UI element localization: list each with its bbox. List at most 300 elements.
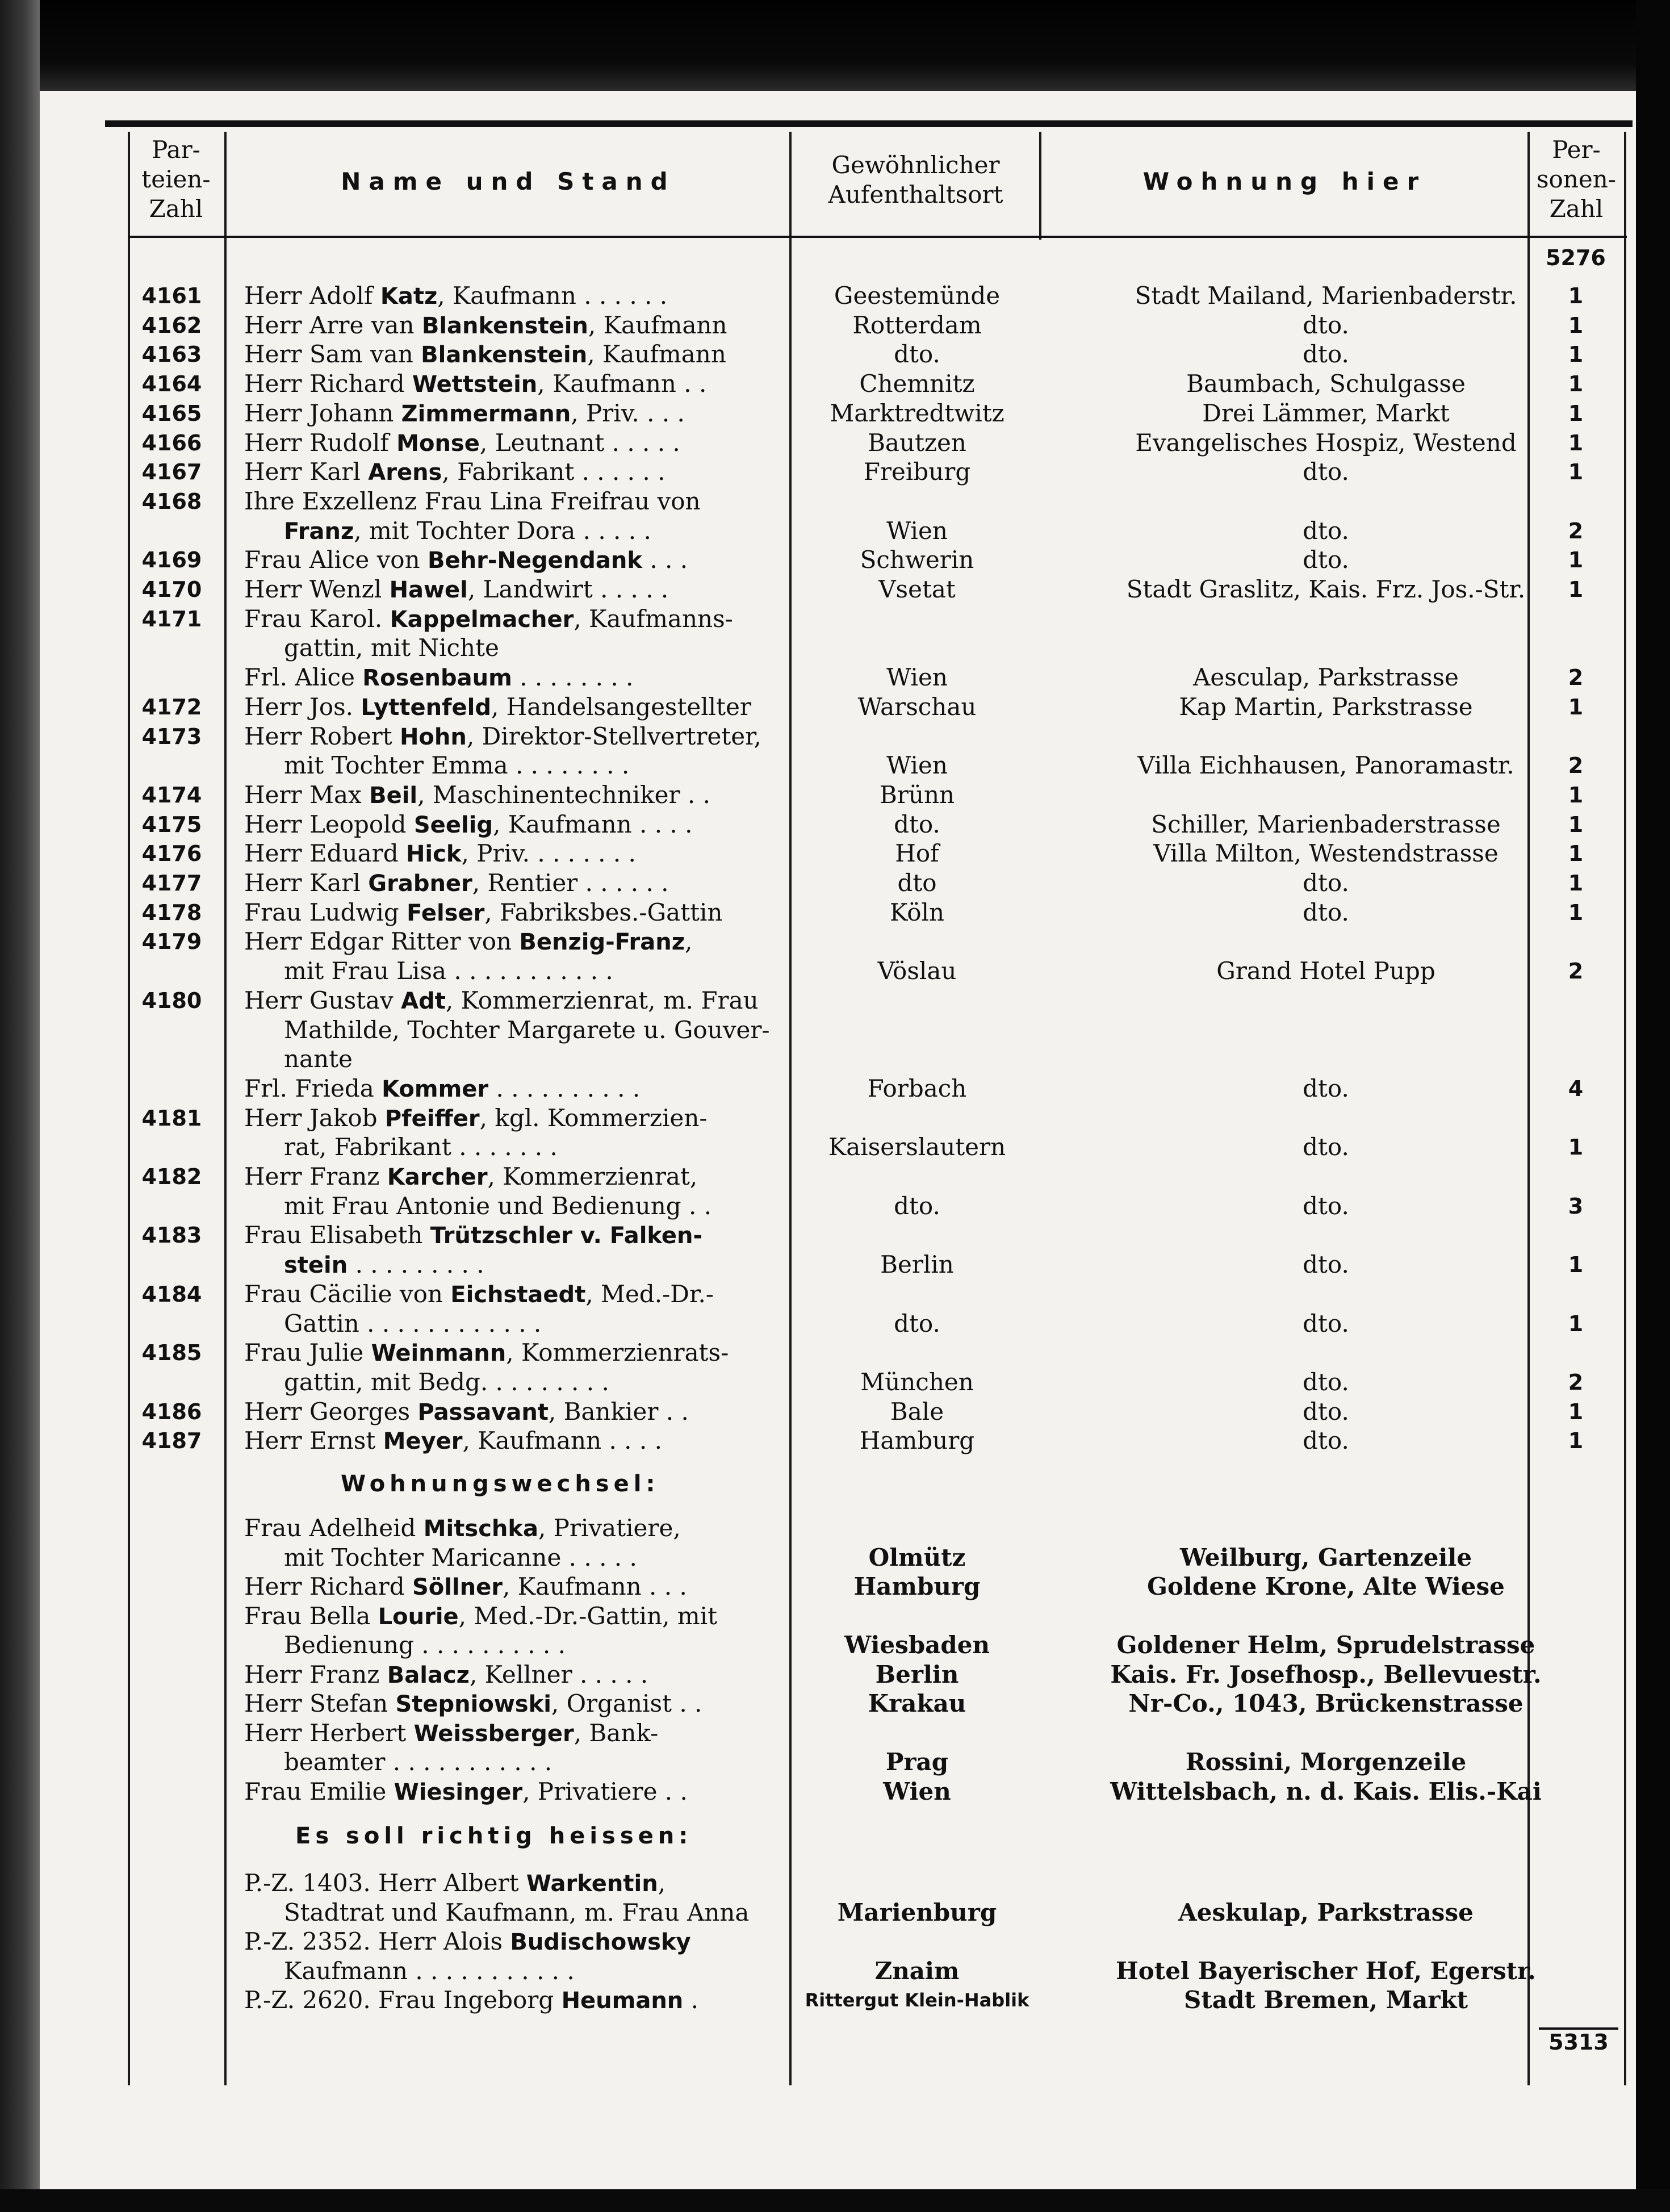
list-row — [0, 1747, 1670, 1777]
header-line: Per- — [1552, 136, 1601, 164]
list-row — [0, 1777, 1670, 1807]
person-count: 1 — [1568, 342, 1584, 367]
surname: Wettstein — [412, 371, 538, 398]
guest-name-stand — [244, 428, 778, 458]
name-text: P.-Z. 2352. Herr Alois — [244, 1927, 510, 1955]
residence-here: dto. — [1303, 1368, 1349, 1396]
person-count: 1 — [1568, 694, 1584, 720]
list-row — [0, 1250, 1670, 1279]
name-text: Frau Julie — [244, 1339, 371, 1367]
name-text: Herr Max — [244, 780, 370, 809]
name-suffix: , — [684, 927, 693, 956]
scan-border-bottom — [0, 2189, 1670, 2212]
surname: Behr-Negendank — [428, 547, 642, 574]
guest-name-stand — [244, 575, 778, 605]
surname: Hawel — [389, 577, 468, 603]
header-partei-zahl — [128, 135, 224, 224]
surname: Söllner — [412, 1574, 503, 1600]
person-count: 2 — [1568, 518, 1584, 543]
residence-here: Stadt Bremen, Markt — [1184, 1986, 1468, 2014]
home-town: München — [860, 1368, 974, 1396]
party-number: 4175 — [141, 812, 202, 837]
guest-name-stand — [244, 369, 778, 399]
residence-here: Stadt Mailand, Marienbaderstr. — [1135, 282, 1517, 310]
surname: stein — [284, 1252, 348, 1279]
surname: Eichstaedt — [450, 1281, 586, 1308]
list-row — [0, 1927, 1670, 1956]
name-suffix: , Fabrikant . . . . . . — [442, 458, 666, 486]
home-town: Wiesbaden — [844, 1631, 990, 1659]
person-count: 4 — [1568, 1076, 1584, 1101]
person-count: 2 — [1568, 1369, 1584, 1395]
name-suffix: , Handelsangestellter — [491, 692, 751, 721]
header-line: Par- — [152, 136, 200, 164]
party-number: 4179 — [141, 929, 202, 955]
list-row — [0, 722, 1670, 751]
name-suffix: , Kaufmanns- — [574, 604, 733, 633]
surname: Mitschka — [423, 1516, 538, 1542]
list-row — [0, 986, 1670, 1015]
guest-name-stand — [244, 1718, 778, 1749]
name-suffix: , mit Tochter Dora . . . . . — [354, 516, 651, 545]
name-text: Frau Emilie — [244, 1777, 394, 1805]
guest-name-stand — [244, 457, 778, 487]
list-row — [0, 1279, 1670, 1309]
home-town: Rotterdam — [852, 311, 982, 339]
guest-name-stand — [244, 1162, 778, 1192]
surname: Felser — [407, 900, 485, 926]
person-count: 1 — [1568, 900, 1584, 925]
party-number: 4187 — [141, 1428, 202, 1454]
name-suffix: , Rentier . . . . . . — [472, 869, 669, 897]
header-line: Aufenthaltsort — [828, 181, 1003, 208]
name-text: Herr Georges — [244, 1397, 418, 1425]
guest-name-stand — [284, 1630, 818, 1661]
name-text: Frau Cäcilie von — [244, 1279, 451, 1308]
surname: Balacz — [387, 1662, 470, 1688]
residence-here: dto. — [1303, 1397, 1349, 1425]
end-total: 5313 — [1539, 2027, 1618, 2055]
header-line: Zahl — [1549, 195, 1604, 223]
name-text: Herr Karl — [244, 869, 369, 897]
party-number: 4186 — [141, 1399, 202, 1424]
list-row — [0, 545, 1670, 575]
person-count: 2 — [1568, 753, 1584, 779]
residence-here: Goldener Helm, Sprudelstrasse — [1116, 1631, 1535, 1659]
list-row — [0, 751, 1670, 780]
list-row — [0, 1044, 1670, 1074]
home-town: Berlin — [880, 1251, 954, 1279]
section-correction: Es soll richtig heissen: — [295, 1823, 693, 1849]
residence-here: dto. — [1303, 458, 1349, 486]
list-row — [0, 633, 1670, 663]
header-name-und-stand: Name und Stand — [341, 168, 676, 195]
list-row — [0, 1898, 1670, 1927]
party-number: 4170 — [141, 577, 202, 602]
guest-name-stand — [244, 604, 778, 634]
home-town: Rittergut Klein-Hablik — [805, 1989, 1029, 2011]
home-town: Prag — [885, 1748, 949, 1776]
party-number: 4185 — [141, 1340, 202, 1366]
name-suffix: , Kaufmann — [587, 340, 726, 369]
party-number: 4172 — [141, 694, 202, 720]
name-text: beamter . . . . . . . . . . . — [284, 1748, 553, 1776]
list-row — [0, 1397, 1670, 1427]
name-text: Frau Adelheid — [244, 1514, 424, 1542]
list-row — [0, 692, 1670, 722]
name-text: Mathilde, Tochter Margarete u. Gouver- — [284, 1015, 770, 1044]
party-number: 4168 — [141, 488, 202, 514]
name-text: Herr Herbert — [244, 1718, 414, 1747]
guest-name-stand — [284, 1956, 818, 1987]
list-row — [0, 1543, 1670, 1573]
guest-name-stand — [284, 1015, 818, 1046]
residence-here: Villa Eichhausen, Panoramastr. — [1137, 751, 1514, 780]
name-suffix: , Bankier . . — [548, 1397, 689, 1425]
name-suffix: . . . . . . . . . . — [488, 1074, 641, 1102]
list-row — [0, 1601, 1670, 1631]
residence-here: Kap Martin, Parkstrasse — [1179, 692, 1473, 721]
name-text: Frau Ludwig — [244, 898, 407, 926]
guest-name-stand — [284, 1132, 818, 1163]
list-row — [0, 1015, 1670, 1045]
name-text: Herr Richard — [244, 370, 412, 398]
header-rule — [128, 236, 1627, 238]
guest-name-stand — [244, 839, 778, 869]
home-town: Warschau — [857, 692, 977, 721]
list-row — [0, 663, 1670, 692]
name-text: P.-Z. 2620. Frau Ingeborg — [244, 1986, 562, 2014]
name-suffix: , Maschinentechniker . . — [417, 780, 710, 809]
surname: Lyttenfeld — [361, 694, 491, 721]
scan-border-top — [0, 0, 1670, 91]
guest-name-stand — [284, 1898, 818, 1928]
list-row — [0, 1162, 1670, 1191]
list-row — [0, 1689, 1670, 1718]
residence-here: dto. — [1303, 340, 1349, 369]
name-suffix: , Kellner . . . . . — [469, 1660, 648, 1688]
name-suffix: , Kaufmann . . — [537, 370, 707, 398]
surname: Seelig — [413, 812, 493, 838]
name-suffix: , Leutnant . . . . . — [479, 428, 680, 457]
guest-name-stand — [244, 1074, 778, 1104]
residence-here: dto. — [1303, 1191, 1349, 1220]
home-town: Hof — [895, 839, 939, 868]
home-town: Wien — [883, 1777, 951, 1805]
list-row — [0, 457, 1670, 487]
name-suffix: , — [658, 1869, 666, 1897]
name-suffix: , Kaufmann — [588, 311, 727, 339]
name-text: Kaufmann . . . . . . . . . . . — [284, 1956, 575, 1985]
residence-here: dto. — [1303, 311, 1349, 339]
list-row — [0, 369, 1670, 399]
surname: Hick — [405, 841, 462, 868]
list-row — [0, 311, 1670, 340]
residence-here: dto. — [1303, 869, 1349, 897]
name-text: Herr Johann — [244, 399, 401, 427]
home-town: Vöslau — [877, 957, 957, 985]
residence-here: Villa Milton, Westendstrasse — [1153, 839, 1499, 868]
home-town: dto. — [894, 810, 940, 838]
list-row — [0, 1985, 1670, 2015]
party-number: 4169 — [141, 547, 202, 573]
party-number: 4161 — [141, 283, 202, 308]
list-row — [0, 810, 1670, 839]
header-line: teien- — [141, 165, 211, 193]
list-row — [0, 428, 1670, 458]
name-text: mit Frau Antonie und Bedienung . . — [284, 1191, 712, 1220]
guest-name-stand — [244, 927, 778, 957]
party-number: 4164 — [141, 371, 202, 397]
header-wohnung-hier: Wohnung hier — [1142, 168, 1427, 195]
list-row — [0, 956, 1670, 986]
surname: Franz — [284, 518, 354, 545]
surname: Kappelmacher — [390, 606, 574, 633]
guest-name-stand — [244, 1985, 778, 2016]
residence-here: Rossini, Morgenzeile — [1185, 1748, 1467, 1776]
surname: Weinmann — [371, 1340, 507, 1367]
person-count: 1 — [1568, 841, 1584, 867]
guest-name-stand — [244, 986, 778, 1016]
name-suffix: . . . — [642, 546, 688, 574]
person-count: 1 — [1568, 1311, 1584, 1336]
person-count: 1 — [1568, 430, 1584, 455]
person-count: 1 — [1568, 1428, 1584, 1454]
person-count: 1 — [1568, 283, 1584, 308]
name-text: mit Tochter Maricanne . . . . . — [284, 1543, 637, 1571]
name-suffix: , Direktor-Stellvertreter, — [466, 722, 761, 750]
home-town: Wien — [886, 516, 948, 545]
residence-here: Hotel Bayerischer Hof, Egerstr. — [1116, 1956, 1536, 1985]
home-town: Znaim — [874, 1956, 960, 1985]
list-row — [0, 927, 1670, 956]
guest-name-stand — [244, 1660, 778, 1690]
home-town: Hamburg — [853, 1573, 981, 1600]
home-town: Bautzen — [868, 428, 966, 457]
residence-here: Evangelisches Hospiz, Westend — [1135, 428, 1517, 457]
list-row — [0, 604, 1670, 634]
surname: Lourie — [378, 1603, 459, 1630]
list-row — [0, 1191, 1670, 1221]
guest-name-stand — [244, 1338, 778, 1368]
name-suffix: , Priv. . . . . . . . — [461, 839, 636, 868]
name-suffix: , kgl. Kommerzien- — [479, 1103, 708, 1132]
name-text: Herr Edgar Ritter von — [244, 927, 520, 956]
name-text: Herr Eduard — [244, 839, 406, 868]
list-row — [0, 868, 1670, 898]
home-town: Hamburg — [859, 1427, 975, 1455]
home-town: dto. — [894, 340, 940, 369]
name-text: Herr Leopold — [244, 810, 414, 838]
name-text: Herr Franz — [244, 1660, 387, 1688]
guest-name-stand — [284, 1368, 818, 1398]
guest-name-stand — [244, 399, 778, 429]
residence-here: Goldene Krone, Alte Wiese — [1147, 1573, 1505, 1600]
name-text: Ihre Exzellenz Frau Lina Freifrau von — [244, 487, 701, 515]
home-town: Chemnitz — [859, 370, 975, 398]
residence-here: dto. — [1303, 546, 1349, 574]
residence-here: Stadt Graslitz, Kais. Frz. Jos.-Str. — [1126, 575, 1526, 603]
guest-name-stand — [284, 751, 818, 781]
party-number: 4162 — [141, 312, 202, 338]
name-suffix: , Privatiere . . — [522, 1777, 688, 1805]
residence-here: dto. — [1303, 1074, 1349, 1102]
person-count: 1 — [1568, 459, 1584, 485]
home-town: Bale — [890, 1397, 944, 1425]
residence-here: dto. — [1303, 1133, 1349, 1161]
guest-name-stand — [284, 1191, 818, 1222]
name-suffix: . — [683, 1986, 698, 2014]
list-row — [0, 1630, 1670, 1660]
person-count: 3 — [1568, 1193, 1584, 1219]
person-count: 1 — [1568, 1135, 1584, 1160]
name-text: Herr Ernst — [244, 1427, 383, 1455]
guest-name-stand — [244, 311, 778, 341]
guest-name-stand — [244, 1397, 778, 1427]
name-text: Herr Karl — [244, 458, 369, 486]
guest-name-stand — [284, 956, 818, 986]
guest-name-stand — [284, 516, 818, 546]
name-text: Herr Rudolf — [244, 428, 397, 457]
guest-name-stand — [244, 1513, 778, 1544]
name-suffix: , Kaufmann . . . . — [493, 810, 693, 838]
residence-here: Weilburg, Gartenzeile — [1179, 1543, 1472, 1571]
list-row — [0, 1718, 1670, 1748]
name-text: Herr Richard — [244, 1573, 412, 1600]
name-text: Frl. Alice — [244, 663, 363, 692]
party-number: 4182 — [141, 1164, 202, 1189]
person-count: 1 — [1568, 577, 1584, 602]
surname: Beil — [369, 782, 418, 809]
name-text: Frau Bella — [244, 1601, 378, 1630]
guest-name-stand — [244, 1868, 778, 1899]
header-line: Gewöhnlicher — [831, 151, 1000, 179]
list-row — [0, 1220, 1670, 1250]
name-suffix: , Med.-Dr.- — [585, 1279, 714, 1308]
party-number: 4184 — [141, 1281, 202, 1307]
person-count: 1 — [1568, 400, 1584, 426]
person-count: 2 — [1568, 959, 1584, 984]
top-rule — [105, 120, 1633, 127]
name-text: mit Tochter Emma . . . . . . . . — [284, 751, 630, 780]
list-row — [0, 1426, 1670, 1456]
surname: Arens — [368, 459, 442, 486]
list-row — [0, 1868, 1670, 1898]
name-text: Herr Robert — [244, 722, 400, 750]
list-row — [0, 898, 1670, 927]
surname: Budischowsky — [510, 1929, 691, 1955]
name-text: P.-Z. 1403. Herr Albert — [244, 1869, 526, 1897]
surname: Passavant — [417, 1399, 549, 1425]
residence-here: Grand Hotel Pupp — [1216, 957, 1435, 985]
surname: Trützschler v. Falken- — [430, 1223, 703, 1249]
guest-name-stand — [244, 1279, 778, 1310]
list-row — [0, 1309, 1670, 1339]
name-text: Herr Wenzl — [244, 575, 390, 603]
surname: Meyer — [383, 1428, 463, 1455]
column-divider — [1039, 132, 1041, 240]
home-town: Wien — [886, 663, 948, 692]
name-suffix: , Bank- — [574, 1718, 659, 1747]
residence-here: Wittelsbach, n. d. Kais. Elis.-Kai — [1110, 1777, 1542, 1805]
name-text: mit Frau Lisa . . . . . . . . . . . — [284, 957, 613, 985]
name-text: Frau Karol. — [244, 604, 390, 633]
guest-name-stand — [244, 1426, 778, 1456]
name-text: Herr Stefan — [244, 1690, 396, 1717]
surname: Blankenstein — [421, 342, 588, 369]
guest-name-stand — [284, 1044, 818, 1074]
home-town: dto. — [894, 1309, 940, 1337]
home-town: Olmütz — [868, 1543, 966, 1571]
party-number: 4176 — [141, 841, 202, 867]
person-count: 2 — [1568, 665, 1584, 691]
name-text: Herr Jakob — [244, 1103, 385, 1132]
surname: Hohn — [399, 724, 467, 750]
residence-here: Nr-Co., 1043, Brückenstrasse — [1128, 1690, 1523, 1717]
guest-name-stand — [244, 1601, 778, 1632]
header-line: Zahl — [149, 195, 203, 223]
guest-name-stand — [284, 1747, 818, 1778]
surname: Weissberger — [413, 1720, 574, 1747]
home-town: Vsetat — [878, 575, 956, 603]
name-text: Herr Sam van — [244, 340, 421, 369]
list-row — [0, 340, 1670, 369]
list-row — [0, 1513, 1670, 1543]
guest-name-stand — [244, 868, 778, 898]
guest-name-stand — [244, 810, 778, 840]
home-town: Schwerin — [860, 546, 974, 574]
list-row — [0, 1338, 1670, 1368]
header-line: sonen- — [1537, 165, 1616, 193]
guest-name-stand — [244, 1689, 778, 1719]
list-row — [0, 1103, 1670, 1133]
name-suffix: . . . . . . . . — [512, 663, 634, 692]
home-town: Wien — [886, 751, 948, 780]
surname: Wiesinger — [394, 1779, 523, 1805]
guest-name-stand — [244, 487, 778, 517]
home-town: dto — [897, 869, 937, 897]
home-town: Freiburg — [863, 458, 971, 486]
person-count: 1 — [1568, 1252, 1584, 1278]
residence-here: dto. — [1303, 1427, 1349, 1455]
surname: Stepniowski — [395, 1691, 551, 1717]
name-text: nante — [284, 1045, 353, 1073]
person-count: 1 — [1568, 547, 1584, 573]
home-town: Berlin — [875, 1660, 959, 1688]
name-suffix: , Kommerzienrat, — [487, 1163, 698, 1190]
name-suffix: , Landwirt . . . . . — [467, 575, 669, 603]
name-suffix: , Kommerzienrats- — [506, 1339, 729, 1367]
list-row — [0, 1132, 1670, 1162]
surname: Rosenbaum — [362, 665, 512, 692]
party-number: 4178 — [141, 900, 202, 925]
surname: Kommer — [382, 1076, 489, 1102]
party-number: 4166 — [141, 430, 202, 455]
guest-name-stand — [284, 633, 818, 663]
surname: Katz — [380, 283, 438, 310]
name-text: Herr Arre van — [244, 311, 422, 339]
name-text: Stadtrat und Kaufmann, m. Frau Anna — [284, 1898, 750, 1926]
name-text: Frau Alice von — [244, 546, 428, 574]
guest-name-stand — [244, 281, 778, 311]
party-number: 4171 — [141, 606, 202, 632]
surname: Monse — [396, 430, 480, 457]
home-town: Marienburg — [837, 1898, 997, 1926]
guest-name-stand — [244, 1777, 778, 1807]
residence-here: Schiller, Marienbaderstrasse — [1151, 810, 1501, 838]
surname: Pfeiffer — [384, 1105, 480, 1132]
party-number: 4183 — [141, 1223, 202, 1248]
